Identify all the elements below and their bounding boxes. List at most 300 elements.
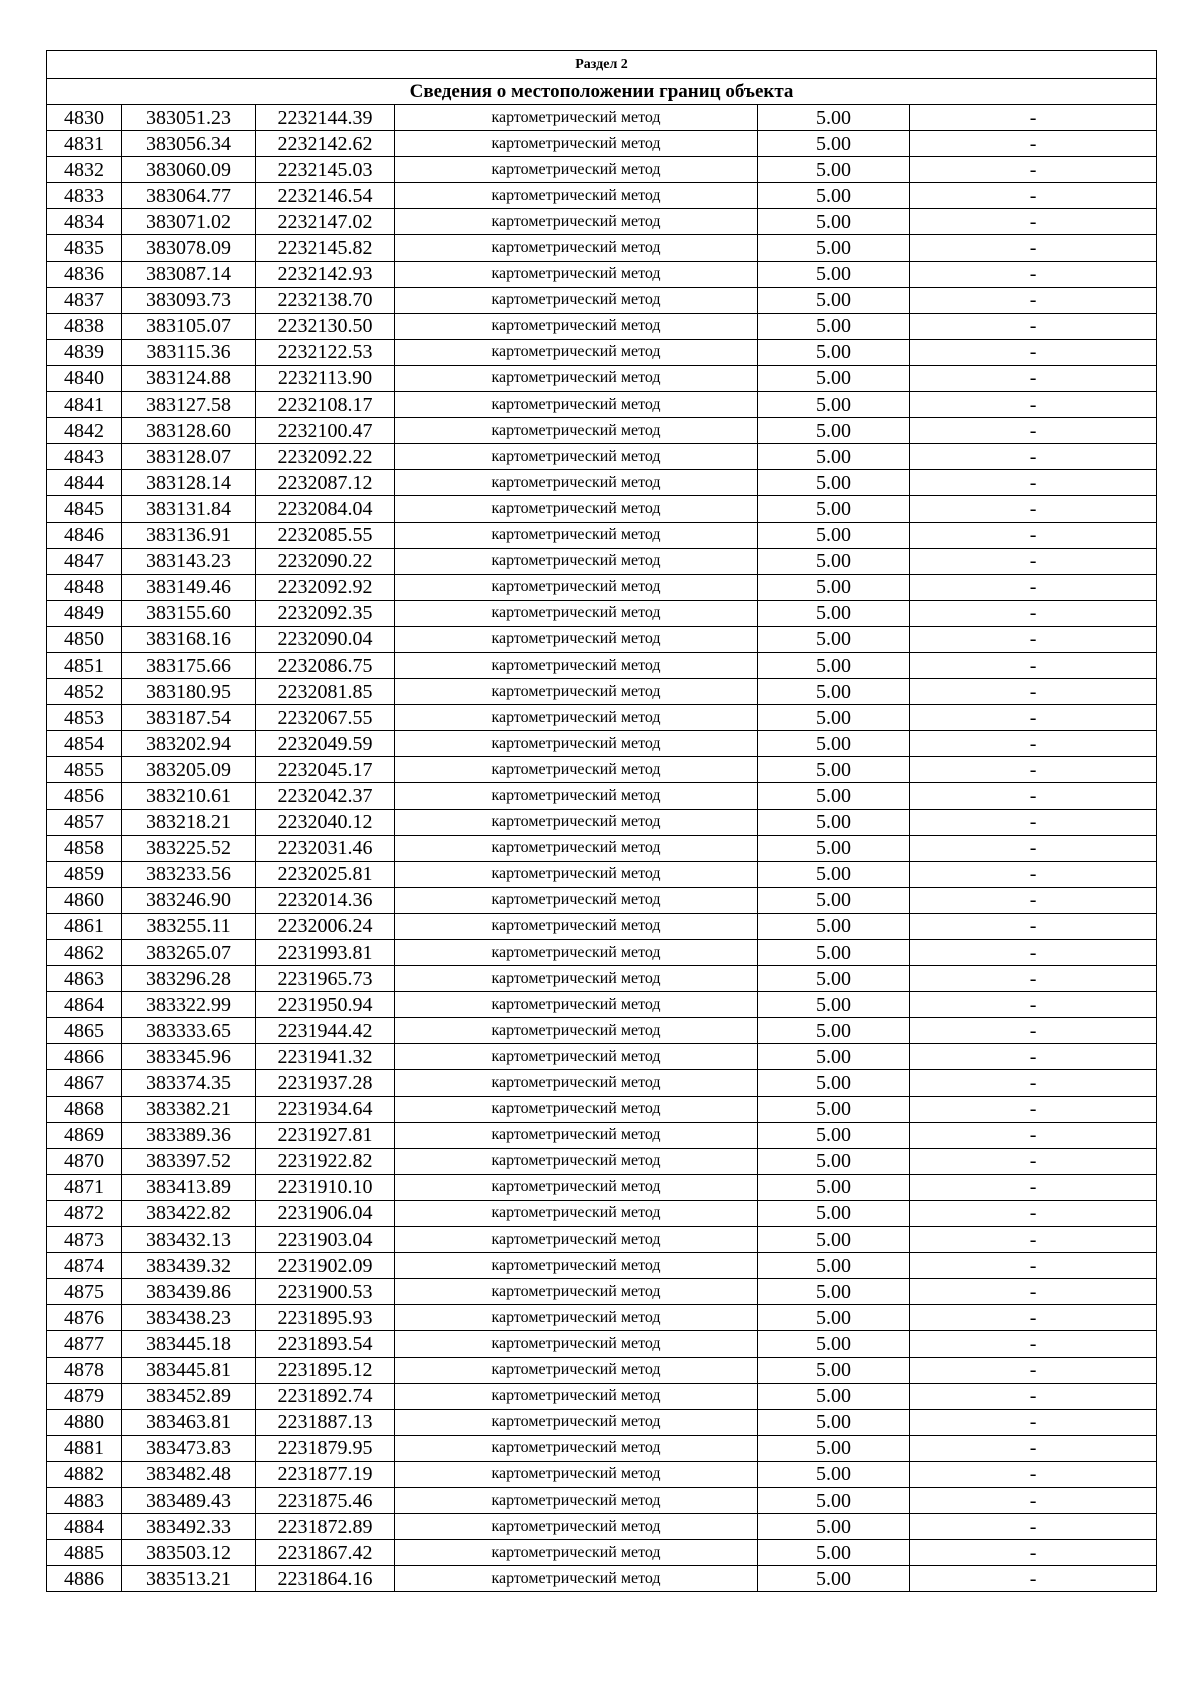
description-cell: - [910, 105, 1157, 131]
method-cell: картометрический метод [395, 444, 758, 470]
point-number-cell: 4885 [47, 1540, 122, 1566]
point-number-cell: 4858 [47, 835, 122, 861]
x-coordinate-cell: 383432.13 [122, 1227, 256, 1253]
description-cell: - [910, 470, 1157, 496]
point-number-cell: 4866 [47, 1044, 122, 1070]
description-cell: - [910, 757, 1157, 783]
point-number-cell: 4882 [47, 1461, 122, 1487]
y-coordinate-cell: 2232042.37 [256, 783, 395, 809]
y-coordinate-cell: 2231927.81 [256, 1122, 395, 1148]
description-cell: - [910, 1148, 1157, 1174]
x-coordinate-cell: 383105.07 [122, 313, 256, 339]
point-number-cell: 4859 [47, 861, 122, 887]
y-coordinate-cell: 2231965.73 [256, 966, 395, 992]
description-cell: - [910, 1227, 1157, 1253]
accuracy-cell: 5.00 [758, 1383, 910, 1409]
point-number-cell: 4875 [47, 1279, 122, 1305]
point-number-cell: 4834 [47, 209, 122, 235]
y-coordinate-cell: 2232006.24 [256, 913, 395, 939]
point-number-cell: 4869 [47, 1122, 122, 1148]
x-coordinate-cell: 383233.56 [122, 861, 256, 887]
x-coordinate-cell: 383064.77 [122, 183, 256, 209]
accuracy-cell: 5.00 [758, 1200, 910, 1226]
description-cell: - [910, 131, 1157, 157]
x-coordinate-cell: 383296.28 [122, 966, 256, 992]
method-cell: картометрический метод [395, 183, 758, 209]
method-cell: картометрический метод [395, 861, 758, 887]
table-row [47, 1279, 1157, 1305]
point-number-cell: 4867 [47, 1070, 122, 1096]
accuracy-cell: 5.00 [758, 574, 910, 600]
description-cell: - [910, 652, 1157, 678]
table-row [47, 1044, 1157, 1070]
accuracy-cell: 5.00 [758, 992, 910, 1018]
accuracy-cell: 5.00 [758, 261, 910, 287]
y-coordinate-cell: 2232113.90 [256, 365, 395, 391]
description-cell: - [910, 1070, 1157, 1096]
accuracy-cell: 5.00 [758, 1487, 910, 1513]
description-cell: - [910, 913, 1157, 939]
accuracy-cell: 5.00 [758, 835, 910, 861]
y-coordinate-cell: 2231902.09 [256, 1253, 395, 1279]
x-coordinate-cell: 383202.94 [122, 731, 256, 757]
y-coordinate-cell: 2232031.46 [256, 835, 395, 861]
table-row [47, 1096, 1157, 1122]
accuracy-cell: 5.00 [758, 522, 910, 548]
method-cell: картометрический метод [395, 261, 758, 287]
table-row [47, 548, 1157, 574]
accuracy-cell: 5.00 [758, 1044, 910, 1070]
accuracy-cell: 5.00 [758, 1540, 910, 1566]
table-row [47, 652, 1157, 678]
table-row [47, 418, 1157, 444]
table-row [47, 1566, 1157, 1592]
description-cell: - [910, 313, 1157, 339]
y-coordinate-cell: 2232146.54 [256, 183, 395, 209]
y-coordinate-cell: 2231895.12 [256, 1357, 395, 1383]
table-row [47, 1409, 1157, 1435]
accuracy-cell: 5.00 [758, 235, 910, 261]
x-coordinate-cell: 383422.82 [122, 1200, 256, 1226]
description-cell: - [910, 600, 1157, 626]
point-number-cell: 4835 [47, 235, 122, 261]
table-row [47, 1435, 1157, 1461]
x-coordinate-cell: 383513.21 [122, 1566, 256, 1592]
method-cell: картометрический метод [395, 365, 758, 391]
description-cell: - [910, 1409, 1157, 1435]
accuracy-cell: 5.00 [758, 652, 910, 678]
x-coordinate-cell: 383345.96 [122, 1044, 256, 1070]
method-cell: картометрический метод [395, 966, 758, 992]
y-coordinate-cell: 2232108.17 [256, 392, 395, 418]
accuracy-cell: 5.00 [758, 1070, 910, 1096]
method-cell: картометрический метод [395, 1279, 758, 1305]
point-number-cell: 4845 [47, 496, 122, 522]
point-number-cell: 4873 [47, 1227, 122, 1253]
y-coordinate-cell: 2231934.64 [256, 1096, 395, 1122]
accuracy-cell: 5.00 [758, 600, 910, 626]
x-coordinate-cell: 383322.99 [122, 992, 256, 1018]
y-coordinate-cell: 2231906.04 [256, 1200, 395, 1226]
description-cell: - [910, 1044, 1157, 1070]
method-cell: картометрический метод [395, 1070, 758, 1096]
y-coordinate-cell: 2231895.93 [256, 1305, 395, 1331]
table-row [47, 1018, 1157, 1044]
method-cell: картометрический метод [395, 783, 758, 809]
method-cell: картометрический метод [395, 157, 758, 183]
table-row [47, 940, 1157, 966]
accuracy-cell: 5.00 [758, 1331, 910, 1357]
x-coordinate-cell: 383143.23 [122, 548, 256, 574]
table-body [47, 51, 1157, 1592]
point-number-cell: 4833 [47, 183, 122, 209]
table-row [47, 470, 1157, 496]
table-row [47, 1227, 1157, 1253]
method-cell: картометрический метод [395, 1174, 758, 1200]
point-number-cell: 4878 [47, 1357, 122, 1383]
table-row [47, 1070, 1157, 1096]
description-cell: - [910, 574, 1157, 600]
y-coordinate-cell: 2231993.81 [256, 940, 395, 966]
description-cell: - [910, 392, 1157, 418]
x-coordinate-cell: 383439.86 [122, 1279, 256, 1305]
description-cell: - [910, 679, 1157, 705]
accuracy-cell: 5.00 [758, 131, 910, 157]
table-row [47, 835, 1157, 861]
table-row [47, 966, 1157, 992]
point-number-cell: 4849 [47, 600, 122, 626]
accuracy-cell: 5.00 [758, 1305, 910, 1331]
point-number-cell: 4877 [47, 1331, 122, 1357]
point-number-cell: 4831 [47, 131, 122, 157]
point-number-cell: 4881 [47, 1435, 122, 1461]
x-coordinate-cell: 383136.91 [122, 522, 256, 548]
boundary-coordinates-table [46, 50, 1157, 1592]
description-cell: - [910, 287, 1157, 313]
point-number-cell: 4844 [47, 470, 122, 496]
table-row [47, 861, 1157, 887]
description-cell: - [910, 940, 1157, 966]
y-coordinate-cell: 2231922.82 [256, 1148, 395, 1174]
y-coordinate-cell: 2231941.32 [256, 1044, 395, 1070]
table-row [47, 287, 1157, 313]
y-coordinate-cell: 2232142.93 [256, 261, 395, 287]
description-cell: - [910, 339, 1157, 365]
point-number-cell: 4860 [47, 887, 122, 913]
accuracy-cell: 5.00 [758, 679, 910, 705]
description-cell: - [910, 1331, 1157, 1357]
description-cell: - [910, 418, 1157, 444]
description-cell: - [910, 1253, 1157, 1279]
accuracy-cell: 5.00 [758, 757, 910, 783]
accuracy-cell: 5.00 [758, 1174, 910, 1200]
x-coordinate-cell: 383439.32 [122, 1253, 256, 1279]
point-number-cell: 4848 [47, 574, 122, 600]
table-row [47, 496, 1157, 522]
y-coordinate-cell: 2231877.19 [256, 1461, 395, 1487]
x-coordinate-cell: 383168.16 [122, 626, 256, 652]
description-cell: - [910, 235, 1157, 261]
x-coordinate-cell: 383128.60 [122, 418, 256, 444]
description-cell: - [910, 835, 1157, 861]
accuracy-cell: 5.00 [758, 1253, 910, 1279]
x-coordinate-cell: 383382.21 [122, 1096, 256, 1122]
x-coordinate-cell: 383452.89 [122, 1383, 256, 1409]
y-coordinate-cell: 2232092.92 [256, 574, 395, 600]
x-coordinate-cell: 383131.84 [122, 496, 256, 522]
description-cell: - [910, 992, 1157, 1018]
method-cell: картометрический метод [395, 1200, 758, 1226]
accuracy-cell: 5.00 [758, 940, 910, 966]
description-cell: - [910, 626, 1157, 652]
accuracy-cell: 5.00 [758, 1148, 910, 1174]
description-cell: - [910, 1514, 1157, 1540]
method-cell: картометрический метод [395, 470, 758, 496]
table-row [47, 339, 1157, 365]
x-coordinate-cell: 383056.34 [122, 131, 256, 157]
table-row [47, 209, 1157, 235]
table-row [47, 365, 1157, 391]
accuracy-cell: 5.00 [758, 966, 910, 992]
table-row [47, 679, 1157, 705]
point-number-cell: 4879 [47, 1383, 122, 1409]
point-number-cell: 4871 [47, 1174, 122, 1200]
method-cell: картометрический метод [395, 1409, 758, 1435]
x-coordinate-cell: 383115.36 [122, 339, 256, 365]
description-cell: - [910, 444, 1157, 470]
accuracy-cell: 5.00 [758, 313, 910, 339]
accuracy-cell: 5.00 [758, 1566, 910, 1592]
point-number-cell: 4830 [47, 105, 122, 131]
table-row [47, 574, 1157, 600]
x-coordinate-cell: 383225.52 [122, 835, 256, 861]
y-coordinate-cell: 2231893.54 [256, 1331, 395, 1357]
description-cell: - [910, 261, 1157, 287]
y-coordinate-cell: 2232087.12 [256, 470, 395, 496]
y-coordinate-cell: 2231903.04 [256, 1227, 395, 1253]
y-coordinate-cell: 2231887.13 [256, 1409, 395, 1435]
method-cell: картометрический метод [395, 1487, 758, 1513]
table-row [47, 1461, 1157, 1487]
method-cell: картометрический метод [395, 652, 758, 678]
accuracy-cell: 5.00 [758, 392, 910, 418]
table-row [47, 1487, 1157, 1513]
accuracy-cell: 5.00 [758, 1409, 910, 1435]
y-coordinate-cell: 2231944.42 [256, 1018, 395, 1044]
x-coordinate-cell: 383127.58 [122, 392, 256, 418]
table-row [47, 157, 1157, 183]
point-number-cell: 4850 [47, 626, 122, 652]
description-cell: - [910, 496, 1157, 522]
method-cell: картометрический метод [395, 131, 758, 157]
method-cell: картометрический метод [395, 1514, 758, 1540]
accuracy-cell: 5.00 [758, 287, 910, 313]
x-coordinate-cell: 383265.07 [122, 940, 256, 966]
method-cell: картометрический метод [395, 809, 758, 835]
x-coordinate-cell: 383128.14 [122, 470, 256, 496]
table-row [47, 1148, 1157, 1174]
method-cell: картометрический метод [395, 496, 758, 522]
method-cell: картометрический метод [395, 105, 758, 131]
point-number-cell: 4857 [47, 809, 122, 835]
point-number-cell: 4874 [47, 1253, 122, 1279]
method-cell: картометрический метод [395, 1122, 758, 1148]
x-coordinate-cell: 383175.66 [122, 652, 256, 678]
y-coordinate-cell: 2232092.35 [256, 600, 395, 626]
method-cell: картометрический метод [395, 626, 758, 652]
y-coordinate-cell: 2232040.12 [256, 809, 395, 835]
y-coordinate-cell: 2231867.42 [256, 1540, 395, 1566]
method-cell: картометрический метод [395, 679, 758, 705]
method-cell: картометрический метод [395, 1305, 758, 1331]
table-row [47, 313, 1157, 339]
accuracy-cell: 5.00 [758, 809, 910, 835]
y-coordinate-cell: 2232014.36 [256, 887, 395, 913]
method-cell: картометрический метод [395, 835, 758, 861]
point-number-cell: 4842 [47, 418, 122, 444]
table-row [47, 757, 1157, 783]
description-cell: - [910, 1174, 1157, 1200]
accuracy-cell: 5.00 [758, 1227, 910, 1253]
table-row [47, 1174, 1157, 1200]
accuracy-cell: 5.00 [758, 1018, 910, 1044]
y-coordinate-cell: 2232085.55 [256, 522, 395, 548]
description-cell: - [910, 861, 1157, 887]
x-coordinate-cell: 383492.33 [122, 1514, 256, 1540]
accuracy-cell: 5.00 [758, 731, 910, 757]
accuracy-cell: 5.00 [758, 365, 910, 391]
x-coordinate-cell: 383463.81 [122, 1409, 256, 1435]
point-number-cell: 4843 [47, 444, 122, 470]
point-number-cell: 4841 [47, 392, 122, 418]
y-coordinate-cell: 2231879.95 [256, 1435, 395, 1461]
accuracy-cell: 5.00 [758, 418, 910, 444]
x-coordinate-cell: 383155.60 [122, 600, 256, 626]
description-cell: - [910, 966, 1157, 992]
x-coordinate-cell: 383413.89 [122, 1174, 256, 1200]
point-number-cell: 4876 [47, 1305, 122, 1331]
table-row [47, 913, 1157, 939]
table-row [47, 1331, 1157, 1357]
point-number-cell: 4865 [47, 1018, 122, 1044]
section-label: Раздел 2 [47, 51, 1157, 79]
x-coordinate-cell: 383374.35 [122, 1070, 256, 1096]
accuracy-cell: 5.00 [758, 1461, 910, 1487]
table-row [47, 235, 1157, 261]
y-coordinate-cell: 2231864.16 [256, 1566, 395, 1592]
y-coordinate-cell: 2231910.10 [256, 1174, 395, 1200]
point-number-cell: 4854 [47, 731, 122, 757]
description-cell: - [910, 1540, 1157, 1566]
y-coordinate-cell: 2232025.81 [256, 861, 395, 887]
description-cell: - [910, 1305, 1157, 1331]
y-coordinate-cell: 2231875.46 [256, 1487, 395, 1513]
y-coordinate-cell: 2232090.22 [256, 548, 395, 574]
point-number-cell: 4884 [47, 1514, 122, 1540]
method-cell: картометрический метод [395, 887, 758, 913]
point-number-cell: 4840 [47, 365, 122, 391]
method-cell: картометрический метод [395, 1096, 758, 1122]
accuracy-cell: 5.00 [758, 626, 910, 652]
description-cell: - [910, 1018, 1157, 1044]
description-cell: - [910, 1357, 1157, 1383]
description-cell: - [910, 705, 1157, 731]
accuracy-cell: 5.00 [758, 444, 910, 470]
y-coordinate-cell: 2232147.02 [256, 209, 395, 235]
table-row [47, 1122, 1157, 1148]
description-cell: - [910, 809, 1157, 835]
table-row [47, 1540, 1157, 1566]
point-number-cell: 4832 [47, 157, 122, 183]
table-row [47, 105, 1157, 131]
x-coordinate-cell: 383218.21 [122, 809, 256, 835]
x-coordinate-cell: 383060.09 [122, 157, 256, 183]
table-row [47, 600, 1157, 626]
x-coordinate-cell: 383051.23 [122, 105, 256, 131]
y-coordinate-cell: 2232090.04 [256, 626, 395, 652]
y-coordinate-cell: 2231937.28 [256, 1070, 395, 1096]
accuracy-cell: 5.00 [758, 157, 910, 183]
point-number-cell: 4856 [47, 783, 122, 809]
method-cell: картометрический метод [395, 548, 758, 574]
method-cell: картометрический метод [395, 992, 758, 1018]
x-coordinate-cell: 383124.88 [122, 365, 256, 391]
method-cell: картометрический метод [395, 1018, 758, 1044]
x-coordinate-cell: 383087.14 [122, 261, 256, 287]
description-cell: - [910, 1096, 1157, 1122]
x-coordinate-cell: 383210.61 [122, 783, 256, 809]
point-number-cell: 4863 [47, 966, 122, 992]
x-coordinate-cell: 383445.81 [122, 1357, 256, 1383]
table-row [47, 392, 1157, 418]
x-coordinate-cell: 383333.65 [122, 1018, 256, 1044]
table-row [47, 1383, 1157, 1409]
accuracy-cell: 5.00 [758, 783, 910, 809]
accuracy-cell: 5.00 [758, 339, 910, 365]
description-cell: - [910, 1566, 1157, 1592]
table-row [47, 1253, 1157, 1279]
point-number-cell: 4838 [47, 313, 122, 339]
point-number-cell: 4851 [47, 652, 122, 678]
description-cell: - [910, 157, 1157, 183]
description-cell: - [910, 548, 1157, 574]
point-number-cell: 4852 [47, 679, 122, 705]
y-coordinate-cell: 2232049.59 [256, 731, 395, 757]
accuracy-cell: 5.00 [758, 913, 910, 939]
point-number-cell: 4870 [47, 1148, 122, 1174]
method-cell: картометрический метод [395, 1461, 758, 1487]
y-coordinate-cell: 2232144.39 [256, 105, 395, 131]
y-coordinate-cell: 2232092.22 [256, 444, 395, 470]
method-cell: картометрический метод [395, 1044, 758, 1070]
description-cell: - [910, 365, 1157, 391]
method-cell: картометрический метод [395, 287, 758, 313]
y-coordinate-cell: 2232045.17 [256, 757, 395, 783]
description-cell: - [910, 1487, 1157, 1513]
description-cell: - [910, 1383, 1157, 1409]
y-coordinate-cell: 2232086.75 [256, 652, 395, 678]
method-cell: картометрический метод [395, 339, 758, 365]
y-coordinate-cell: 2231950.94 [256, 992, 395, 1018]
table-row [47, 992, 1157, 1018]
y-coordinate-cell: 2232067.55 [256, 705, 395, 731]
table-row [47, 809, 1157, 835]
point-number-cell: 4883 [47, 1487, 122, 1513]
point-number-cell: 4836 [47, 261, 122, 287]
accuracy-cell: 5.00 [758, 1122, 910, 1148]
table-row [47, 522, 1157, 548]
x-coordinate-cell: 383503.12 [122, 1540, 256, 1566]
